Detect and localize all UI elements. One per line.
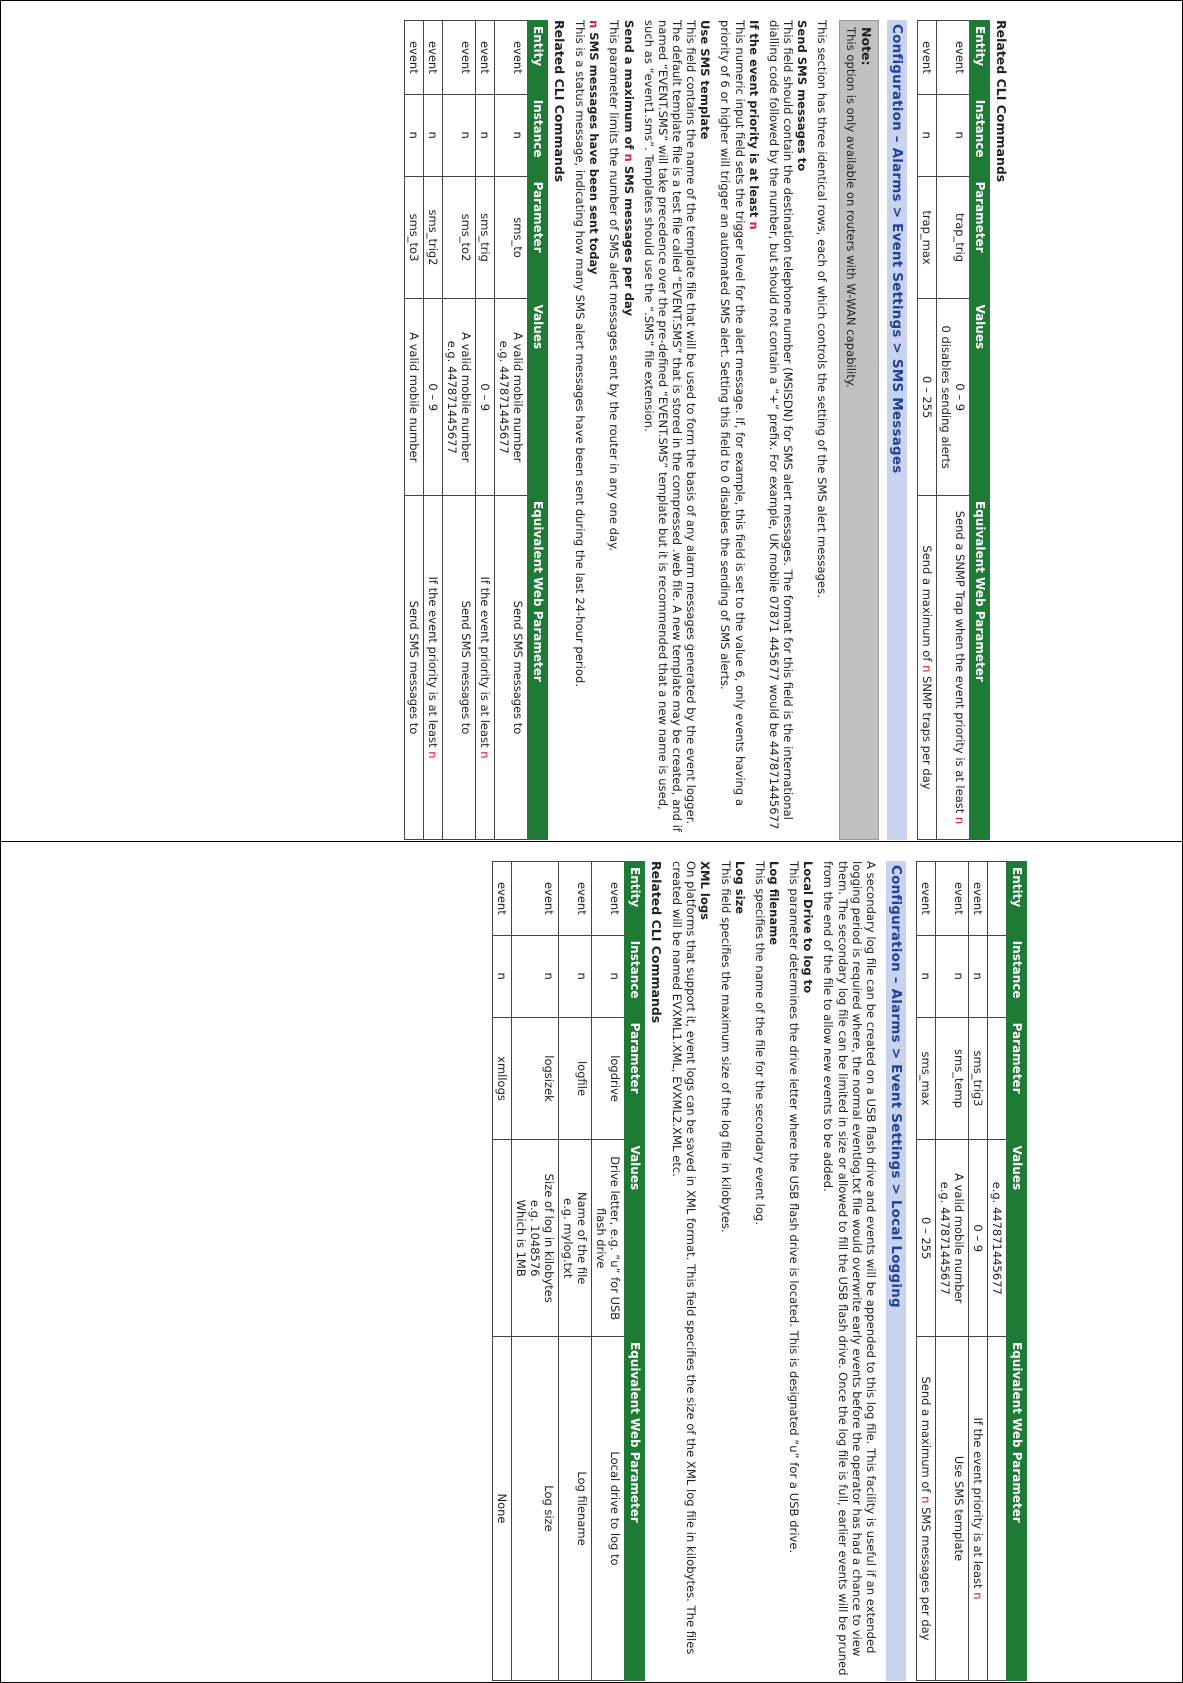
- table-header-row: [625, 862, 645, 1681]
- cell: event: [404, 21, 423, 95]
- cell: A valid mobile number e.g. 447871445677: [936, 1140, 969, 1337]
- variable-n: n: [920, 665, 935, 673]
- table-row: [988, 862, 1007, 1681]
- cell: xmllogs: [493, 1017, 512, 1140]
- field-title-text: SMS messages per day: [621, 161, 636, 316]
- note-title: Note:: [858, 27, 874, 66]
- cell: logfile: [559, 1017, 592, 1140]
- cell-text: Send a maximum of: [919, 1376, 934, 1497]
- col-header: Parameter: [625, 1017, 645, 1140]
- col-header: Entity: [528, 21, 548, 95]
- col-header: Parameter: [528, 176, 548, 299]
- cell: Send SMS messages to: [495, 495, 528, 839]
- cell: event: [559, 862, 592, 936]
- cell: sms_to3: [404, 176, 423, 299]
- cell: n: [559, 935, 592, 1017]
- table-row: [559, 862, 592, 1681]
- note-box: [839, 20, 878, 840]
- document-page-317: [0, 20, 1009, 840]
- cell-text: If the event priority is at least: [971, 1417, 986, 1593]
- field-title: Log size: [732, 861, 747, 915]
- cell: n: [493, 935, 512, 1017]
- cell: event: [476, 21, 495, 95]
- cell: 0 – 255: [917, 1140, 936, 1337]
- cell: n: [424, 94, 443, 176]
- variable-n: n: [621, 153, 636, 162]
- cell: sms_trig2: [424, 176, 443, 299]
- col-header: Parameter: [970, 176, 990, 299]
- cell: logdrive: [592, 1017, 625, 1140]
- cell: Send SMS messages to: [443, 495, 476, 839]
- col-header: Equivalent Web Parameter: [1007, 1336, 1027, 1680]
- cell: Drive letter, e.g. “u” for USB flash drive: [592, 1140, 625, 1337]
- page-divider: [0, 841, 1183, 842]
- table-row: [424, 21, 443, 840]
- cell: n: [917, 935, 936, 1017]
- cell: sms_temp: [936, 1017, 969, 1140]
- col-header: Instance: [970, 94, 990, 176]
- cell: n: [918, 94, 937, 176]
- col-header: Entity: [1007, 862, 1027, 936]
- col-header: Entity: [970, 21, 990, 95]
- cell: A valid mobile number e.g. 447871445677: [495, 299, 528, 496]
- cell: Name of the file e.g. mylog.txt: [559, 1140, 592, 1337]
- cli-table-trap: [917, 20, 990, 840]
- section-intro: This section has three identical rows, each of which controls the setting of the SMS alert messages.: [815, 20, 830, 598]
- cell: event: [917, 862, 936, 936]
- field-title: [621, 20, 635, 840]
- section-heading: Configuration – Alarms > Event Settings > Local Logging: [886, 861, 906, 1681]
- cell: [424, 495, 443, 839]
- field-title: XML logs: [698, 861, 713, 921]
- cell-text: SMS messages per day: [919, 1503, 934, 1641]
- field-description: This field should contain the destination telephone number (MSISDN) for SMS alert messages. The format for this field is the international dialling code followed by the number, but should not contain a “+” prefix. For example, UK mobile 07871 445677 would be 447871445677: [766, 20, 795, 830]
- cell: Log size: [512, 1336, 559, 1680]
- cell: n: [404, 94, 423, 176]
- field-description: On platforms that support it, event logs can be saved in XML format. This field specifies the size of the XML log file in kilobytes. The files created will be named EVXML1.XML, EVXML2.XML etc.: [670, 861, 699, 1655]
- table-row: [937, 21, 970, 840]
- cell: [969, 1336, 988, 1680]
- table-row: [936, 862, 969, 1681]
- cell: 0 – 9 0 disables sending alerts: [937, 299, 970, 496]
- cell: 0 – 9: [476, 299, 495, 496]
- field-description: This parameter determines the drive letter where the USB flash drive is located. This is designated “u” for a USB drive.: [787, 861, 802, 1554]
- variable-n: n: [919, 1496, 934, 1504]
- cell: sms_to2: [443, 176, 476, 299]
- cell: event: [424, 21, 443, 95]
- cell: None: [493, 1336, 512, 1680]
- cell: logsizek: [512, 1017, 559, 1140]
- cell: sms_trig3: [969, 1017, 988, 1140]
- table-header-row: [528, 21, 548, 840]
- cell: n: [443, 94, 476, 176]
- cell: [988, 935, 1007, 1017]
- cell: trap_max: [918, 176, 937, 299]
- table-row: [443, 21, 476, 840]
- cell: event: [512, 862, 559, 936]
- related-cli-title: Related CLI Commands: [649, 861, 664, 1024]
- cell-text: Send a SNMP Trap when the event priority is at least: [953, 510, 968, 817]
- cell-text: If the event priority is at least: [426, 576, 441, 752]
- col-header: Equivalent Web Parameter: [528, 495, 548, 839]
- cell: 0 – 255: [918, 299, 937, 496]
- table-row: [495, 21, 528, 840]
- col-header: Values: [1007, 1140, 1027, 1337]
- col-header: Instance: [528, 94, 548, 176]
- col-header: Equivalent Web Parameter: [970, 495, 990, 839]
- note-text: This option is only available on routers with W-WAN capability.: [844, 27, 859, 388]
- cell: n: [937, 94, 970, 176]
- cell: event: [592, 862, 625, 936]
- cell: [917, 1336, 936, 1680]
- cell: Log filename: [559, 1336, 592, 1680]
- field-description: This specifies the name of the file for the secondary event log.: [752, 861, 767, 1226]
- section-heading: Configuration – Alarms > Event Settings > SMS Messages: [887, 20, 907, 840]
- cell-text: SNMP traps per day: [920, 672, 935, 790]
- variable-n: n: [971, 1592, 986, 1600]
- col-header: Parameter: [1007, 1017, 1027, 1140]
- col-header: Instance: [1007, 935, 1027, 1017]
- cell: [988, 1336, 1007, 1680]
- table-row: [512, 862, 559, 1681]
- cell: [988, 862, 1007, 936]
- field-title: Log filename: [766, 861, 781, 946]
- cell: event: [969, 862, 988, 936]
- cell: event: [443, 21, 476, 95]
- field-description: This is a status message, indicating how many SMS alert messages have been sent during the last 24-hour period.: [573, 20, 588, 688]
- cell: event: [495, 21, 528, 95]
- table-row: [476, 21, 495, 840]
- col-header: Instance: [625, 935, 645, 1017]
- table-row: [493, 862, 512, 1681]
- table-row: [917, 862, 936, 1681]
- cell-text: If the event priority is at least: [478, 576, 493, 752]
- cell: sms_trig: [476, 176, 495, 299]
- table-header-row: [970, 21, 990, 840]
- field-title-text: If the event priority is at least: [746, 20, 761, 222]
- cell: [918, 495, 937, 839]
- cell-text: Send a maximum of: [920, 545, 935, 666]
- cell: Local drive to log to: [592, 1336, 625, 1680]
- cell: A valid mobile number e.g. 447871445677: [443, 299, 476, 496]
- col-header: Values: [970, 299, 990, 496]
- cell: [988, 1017, 1007, 1140]
- col-header: Entity: [625, 862, 645, 936]
- cell: n: [512, 935, 559, 1017]
- variable-n: n: [478, 751, 493, 759]
- col-header: Values: [528, 299, 548, 496]
- document-page-318: [0, 861, 1029, 1681]
- related-cli-title: Related CLI Commands: [994, 20, 1009, 183]
- variable-n: n: [587, 20, 602, 29]
- cell: n: [592, 935, 625, 1017]
- field-title: Send SMS messages to: [795, 20, 810, 172]
- section-intro: A secondary log file can be created on a USB flash drive and events will be appended to this log file. This facility is useful if an extended logging period is required where, the normal eventlog.txt file would overwrite early events before the operator has had a chance to view them. The secondary log file can be limited in size or allowed to fill the USB flash drive. Once the log file is full, earlier events will be pruned from the end of the file to allow new events to be added.: [821, 861, 878, 1676]
- cell: sms_to: [495, 176, 528, 299]
- cell: event: [936, 862, 969, 936]
- field-description: This field specifies the maximum size of the log file in kilobytes.: [718, 861, 733, 1233]
- cell: [937, 495, 970, 839]
- cell: Use SMS template: [936, 1336, 969, 1680]
- variable-n: n: [953, 816, 968, 825]
- table-row: [918, 21, 937, 840]
- cell: 0 – 9: [969, 1140, 988, 1337]
- variable-n: n: [426, 751, 441, 759]
- cell: [476, 495, 495, 839]
- table-row: [969, 862, 988, 1681]
- field-title-text: Send a maximum of: [621, 20, 636, 154]
- cli-table-sms: [404, 20, 548, 840]
- cell: n: [495, 94, 528, 176]
- field-description: This field contains the name of the template file that will be used to form the basis of any alarm messages generated by the event logger. The default template file is a test file called “EVENT.SMS” that is stored in the compressed .web file. A new template may be created, and if named “EVENT.SMS” will take precedence over the pre-defined “EVENT.SMS” template but it is recommended that a new name is used, such as “event1.sms”. Templates should use the “.SMS” file extension.: [641, 20, 699, 832]
- field-title: [747, 20, 761, 840]
- cell: e.g. 447871445677: [988, 1140, 1007, 1337]
- related-cli-title: Related CLI Commands: [551, 20, 567, 183]
- table-row: [592, 862, 625, 1681]
- cell: event: [937, 21, 970, 95]
- cli-table-sms-cont: [916, 861, 1027, 1681]
- cell: n: [476, 94, 495, 176]
- cell: 0 – 9: [424, 299, 443, 496]
- cell: n: [969, 935, 988, 1017]
- cell: trap_trig: [937, 176, 970, 299]
- cell: [493, 1140, 512, 1337]
- cell: Send SMS messages to: [404, 495, 423, 839]
- cli-table-logging: [492, 861, 645, 1681]
- col-header: Equivalent Web Parameter: [625, 1336, 645, 1680]
- cell: n: [936, 935, 969, 1017]
- table-header-row: [1007, 862, 1027, 1681]
- field-title: [587, 20, 601, 840]
- field-title: Local Drive to log to: [801, 861, 816, 994]
- field-title: Use SMS template: [698, 20, 713, 140]
- field-description: This numeric input field sets the trigger level for the alert message. If, for example, this field is set to the value 6, only events having a priority of 6 or higher will trigger an automated SMS alert. Setting this field to 0 disables the sending of SMS alerts.: [718, 20, 747, 807]
- cell: Size of log in kilobytes e.g. 1048576 Which is 1MB: [512, 1140, 559, 1337]
- field-description: This parameter limits the number of SMS alert messages sent by the router in any one day.: [607, 20, 622, 552]
- cell: A valid mobile number: [404, 299, 423, 496]
- cell: sms_max: [917, 1017, 936, 1140]
- cell: event: [918, 21, 937, 95]
- col-header: Values: [625, 1140, 645, 1337]
- variable-n: n: [746, 221, 761, 230]
- table-row: [404, 21, 423, 840]
- field-title-text: SMS messages have been sent today: [587, 28, 602, 275]
- cell: event: [493, 862, 512, 936]
